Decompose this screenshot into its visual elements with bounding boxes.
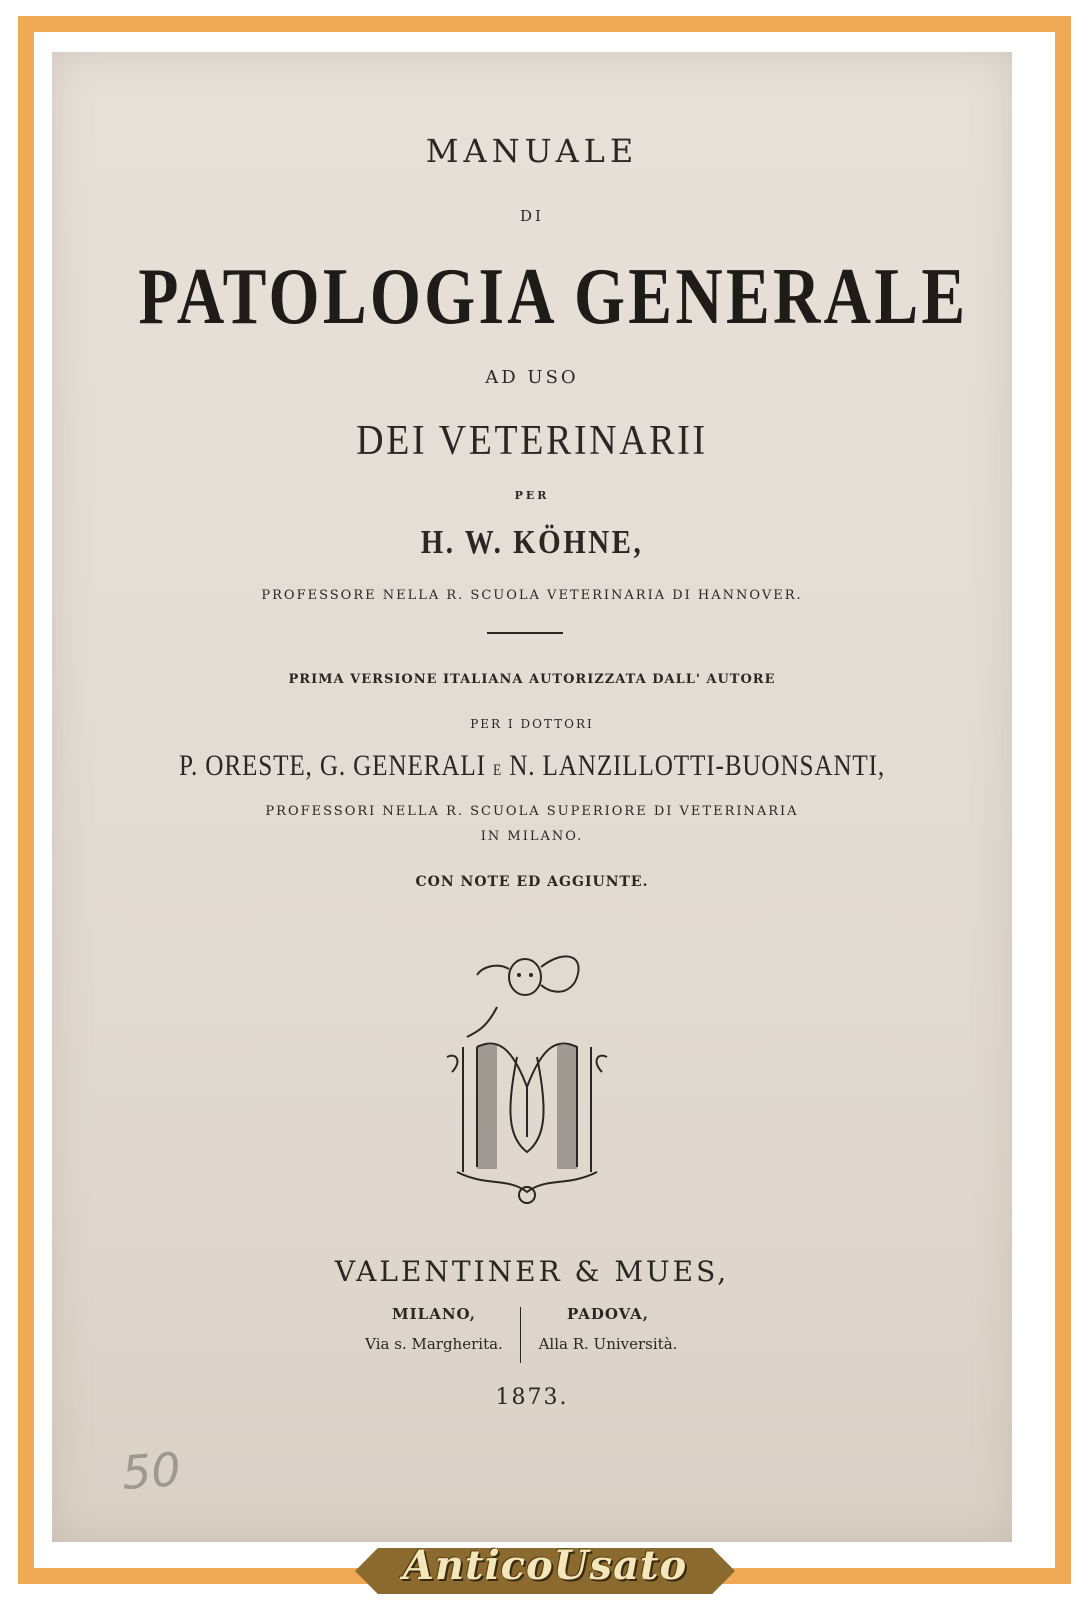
city-left-address: Via s. Margherita. <box>365 1335 503 1353</box>
author-position: PROFESSORE NELLA R. SCUOLA VETERINARIA DI HANNOVER. <box>261 588 803 603</box>
divider-rule <box>487 632 563 634</box>
word-per: PER <box>514 489 550 502</box>
city-separator <box>520 1307 521 1363</box>
pencil-mark: 50 <box>120 1442 183 1500</box>
edition-line: PRIMA VERSIONE ITALIANA AUTORIZZATA DALL' AUTORE <box>288 672 776 687</box>
watermark-logo <box>355 1538 735 1600</box>
per-i-dottori: PER I DOTTORI <box>470 717 594 731</box>
publisher-monogram-cherub-icon <box>437 937 617 1207</box>
word-di: DI <box>520 207 544 225</box>
city-right-address: Alla R. Università. <box>538 1335 678 1353</box>
subtitle: DEI VETERINARII <box>356 418 708 464</box>
main-title: PATOLOGIA GENERALE <box>138 253 969 341</box>
publisher-name: VALENTINER & MUES, <box>334 1255 730 1288</box>
translators-and: E <box>492 762 503 779</box>
translators-position: PROFESSORI NELLA R. SCUOLA SUPERIORE DI VETERINARIA <box>265 804 799 819</box>
city-padova <box>528 1305 688 1353</box>
watermark-text: AnticoUsato <box>402 1542 688 1589</box>
city-right-name: PADOVA, <box>567 1305 649 1323</box>
ad-uso-line: AD USO <box>485 367 579 388</box>
city-milano <box>354 1305 514 1353</box>
notes-line: CON NOTE ED AGGIUNTE. <box>415 874 649 890</box>
translators-second: N. LANZILLOTTI-BUONSANTI, <box>509 749 886 782</box>
publication-year: 1873. <box>495 1385 569 1410</box>
heading-manuale: MANUALE <box>425 132 639 170</box>
author-name: H. W. KÖHNE, <box>420 524 644 561</box>
city-left-name: MILANO, <box>392 1305 476 1323</box>
translators-line <box>129 749 935 783</box>
translators-city: IN MILANO. <box>480 829 584 844</box>
translators-first: P. ORESTE, G. GENERALI <box>178 749 486 782</box>
title-page <box>52 52 1012 1542</box>
publisher-cities <box>52 1305 1012 1375</box>
